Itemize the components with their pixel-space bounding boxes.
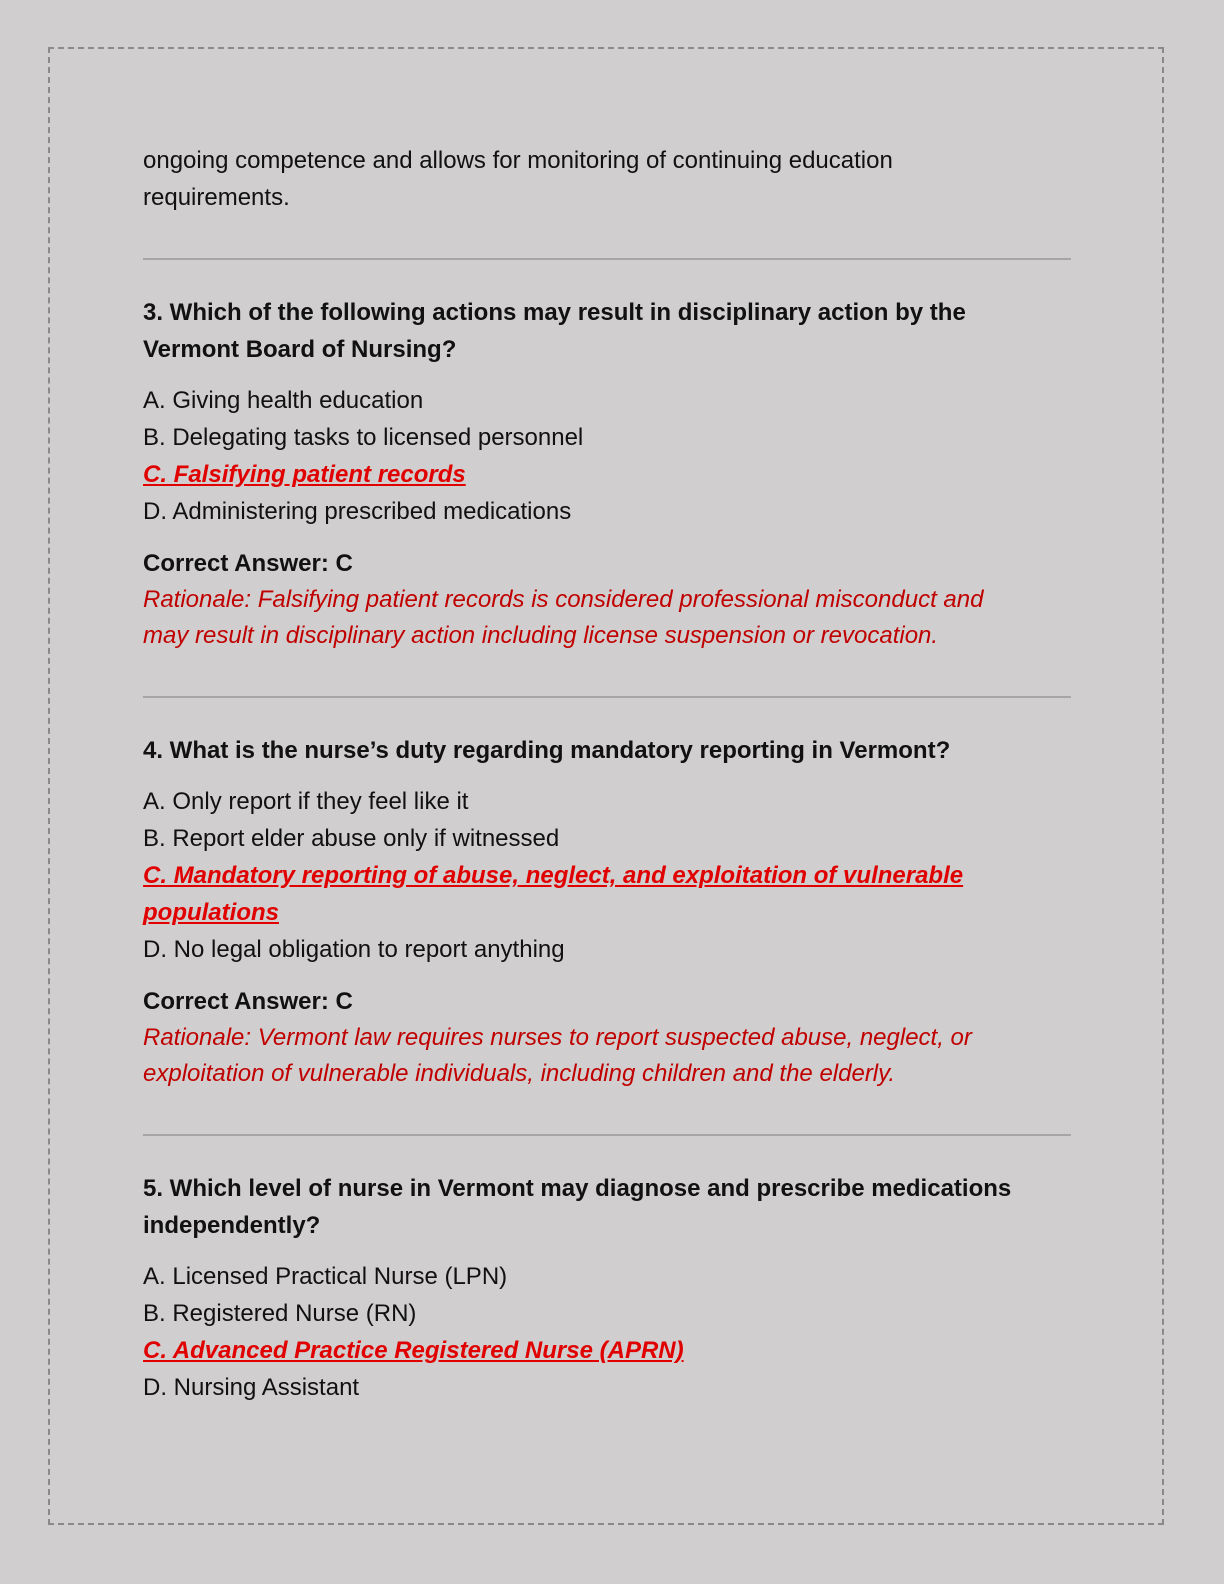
option-a: A. Licensed Practical Nurse (LPN) (143, 1263, 508, 1290)
question-block (143, 1170, 1073, 1406)
divider (143, 696, 1071, 698)
question-title: 4. What is the nurse’s duty regarding mandatory reporting in Vermont? (143, 737, 951, 764)
rationale: Rationale: Falsifying patient records is considered professional misconduct and may result in disciplinary action including license suspension or revocation. (143, 586, 984, 649)
divider (143, 1134, 1071, 1136)
option-a: A. Giving health education (143, 387, 424, 414)
option-b: B. Report elder abuse only if witnessed (143, 825, 560, 852)
option-d: D. Administering prescribed medications (143, 498, 572, 525)
option-d: D. No legal obligation to report anything (143, 936, 565, 963)
option-c-correct: C. Falsifying patient records (143, 461, 466, 488)
correct-answer: Correct Answer: C (143, 550, 353, 577)
question-title: 5. Which level of nurse in Vermont may diagnose and prescribe medications independently? (143, 1175, 1012, 1239)
option-d: D. Nursing Assistant (143, 1374, 360, 1401)
option-b: B. Registered Nurse (RN) (143, 1300, 417, 1327)
correct-answer: Correct Answer: C (143, 988, 353, 1015)
divider (143, 258, 1071, 260)
document-content (143, 142, 1073, 1406)
question-block (143, 732, 1073, 1092)
rationale: Rationale: Vermont law requires nurses to report suspected abuse, neglect, or exploitation of vulnerable individuals, including children and the elderly. (143, 1024, 972, 1087)
option-b: B. Delegating tasks to licensed personnel (143, 424, 584, 451)
option-c-correct: C. Mandatory reporting of abuse, neglect, and exploitation of vulnerable populations (143, 862, 964, 926)
intro-paragraph: ongoing competence and allows for monitoring of continuing education requirements. (143, 147, 893, 211)
option-c-correct: C. Advanced Practice Registered Nurse (APRN) (143, 1337, 684, 1364)
option-a: A. Only report if they feel like it (143, 788, 469, 815)
question-title: 3. Which of the following actions may result in disciplinary action by the Vermont Board of Nursing? (143, 299, 966, 363)
question-block (143, 294, 1073, 654)
